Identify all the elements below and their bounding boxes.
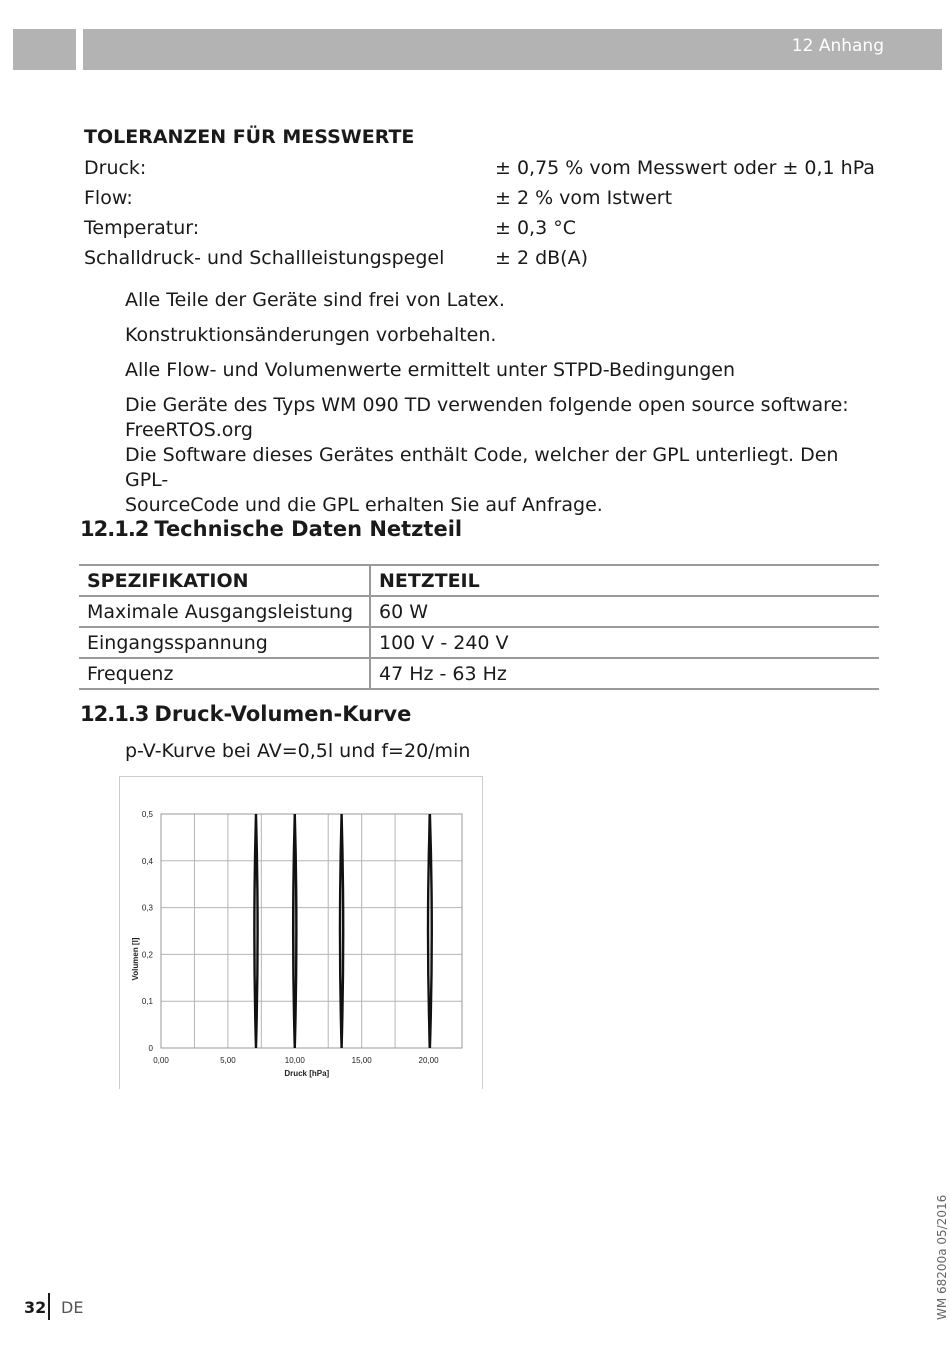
note-gpl-line: SourceCode und die GPL erhalten Sie auf Anfrage. [125, 494, 603, 516]
chapter-title: 12 Anhang [791, 36, 884, 56]
tolerance-label: Temperatur: [84, 217, 200, 239]
pv-chart-frame [119, 776, 483, 1089]
section-title-curve [80, 702, 411, 726]
table-cell: 100 V - 240 V [370, 627, 879, 658]
section-number: 12.1.3 [80, 702, 149, 726]
y-tick-label: 0,3 [141, 903, 153, 913]
tolerance-value: ± 2 dB(A) [495, 247, 589, 269]
note-stpd: Alle Flow- und Volumenwerte ermittelt unter STPD-Bedingungen [125, 359, 736, 381]
table-header-row [79, 565, 879, 596]
x-tick-label: 5,00 [220, 1056, 236, 1065]
tolerance-row [84, 217, 884, 245]
table-row [79, 658, 879, 689]
note-gpl-line: Die Software dieses Gerätes enthält Code, welcher der GPL unterliegt. Den GPL- [125, 444, 839, 491]
y-tick-label: 0,2 [141, 950, 153, 960]
table-header-cell: NETZTEIL [370, 565, 879, 596]
tolerance-value: ± 0,3 °C [495, 217, 576, 239]
tolerance-row [84, 247, 884, 275]
note-oss-line: Die Geräte des Typs WM 090 TD verwenden folgende open source software: [125, 394, 849, 416]
table-row [79, 627, 879, 658]
x-tick-label: 15,00 [351, 1056, 372, 1065]
table-cell: Maximale Ausgangsleistung [79, 596, 370, 627]
table-header-cell: SPEZIFIKATION [79, 565, 370, 596]
table-cell: 47 Hz - 63 Hz [370, 658, 879, 689]
section-number: 12.1.2 [80, 517, 149, 541]
tolerance-value: ± 2 % vom Istwert [495, 187, 673, 209]
page-number: 32 [24, 1298, 47, 1317]
footer-divider [48, 1293, 50, 1320]
x-tick-label: 10,00 [284, 1056, 305, 1065]
tolerance-row [84, 157, 884, 185]
table-cell: 60 W [370, 596, 879, 627]
y-tick-label: 0,5 [141, 810, 153, 819]
x-tick-label: 0,00 [153, 1056, 169, 1065]
tolerance-label: Schalldruck- und Schallleistungspegel [84, 247, 445, 269]
note-oss-line: FreeRTOS.org [125, 419, 253, 441]
table-cell: Frequenz [79, 658, 370, 689]
section-title-text: Technische Daten Netzteil [154, 517, 463, 541]
tolerance-row [84, 187, 884, 215]
x-tick-label: 20,00 [418, 1056, 439, 1065]
plot-area [161, 814, 462, 1048]
y-axis-label: Volumen [l] [131, 937, 140, 981]
y-tick-label: 0 [148, 1044, 153, 1053]
document-id: WM 68200a 05/2016 [935, 1194, 949, 1320]
pv-loop [340, 814, 343, 1048]
pv-loop [428, 814, 432, 1048]
note-changes: Konstruktionsänderungen vorbehalten. [125, 324, 497, 346]
chart-caption: p-V-Kurve bei AV=0,5l und f=20/min [125, 740, 471, 762]
netzteil-spec-table [79, 564, 879, 690]
y-tick-label: 0,4 [141, 856, 153, 866]
table-row [79, 596, 879, 627]
header-bar-left [13, 29, 76, 70]
section-title-text: Druck-Volumen-Kurve [154, 702, 412, 726]
x-axis-label: Druck [hPa] [284, 1069, 330, 1078]
pv-loop [254, 814, 257, 1048]
footer-language: DE [61, 1298, 84, 1317]
note-latex: Alle Teile der Geräte sind frei von Latex. [125, 289, 505, 311]
y-tick-label: 0,1 [141, 997, 153, 1007]
note-open-source [125, 393, 865, 518]
pv-chart [120, 777, 482, 1089]
tolerance-value: ± 0,75 % vom Messwert oder ± 0,1 hPa [495, 157, 875, 179]
tolerance-label: Druck: [84, 157, 147, 179]
tolerance-label: Flow: [84, 187, 133, 209]
table-cell: Eingangsspannung [79, 627, 370, 658]
tolerances-heading: TOLERANZEN FÜR MESSWERTE [84, 126, 415, 148]
section-title-netzteil [80, 517, 462, 541]
